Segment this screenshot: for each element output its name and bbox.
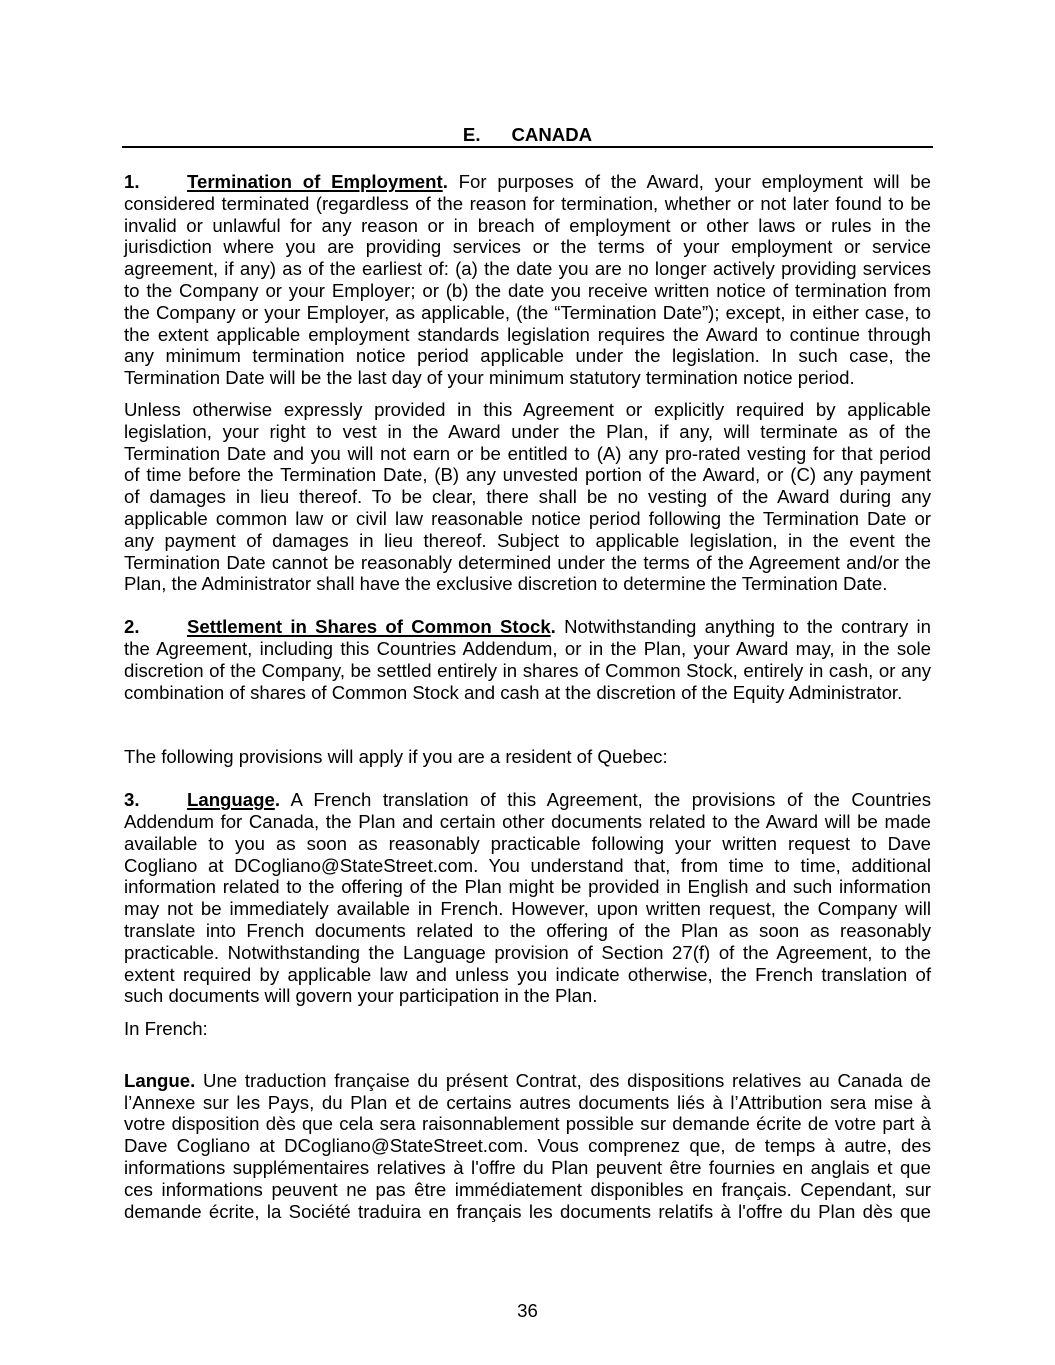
text-line: In French:: [124, 1018, 208, 1040]
section-heading: [122, 124, 933, 148]
quebec-intro: [124, 746, 931, 768]
text-span: A French translation of this Agreement, the provisions of the Countries: [290, 789, 932, 811]
text-line: jurisdiction where you are providing services or the terms of your employment or service: [124, 236, 931, 258]
section-settlement-in-shares: [124, 616, 931, 703]
text-line: translate into French documents related to the offering of the Plan as soon as reasonably: [124, 919, 931, 941]
text-line: l’Annexe sur les Pays, du Plan et de certains autres documents liés à l’Attribution sera mise à: [124, 1091, 931, 1113]
text-line: may not be immediately available in French. However, upon written request, the Company will: [124, 898, 931, 920]
text-line: combination of shares of Common Stock and cash at the discretion of the Equity Administrator.: [124, 681, 903, 703]
section-title-period: .: [550, 616, 556, 638]
text-line: to the Company or your Employer; or (b) the date you receive written notice of termination from: [124, 279, 931, 301]
text-line: informations supplémentaires relatives à l'offre du Plan peuvent être fournies en anglais et que: [124, 1157, 931, 1179]
text-line: the Agreement, including this Countries Addendum, or in the Plan, your Award may, in the sole: [124, 637, 931, 659]
text-line: of damages in lieu thereof. To be clear, there shall be no vesting of the Award during any: [124, 486, 931, 508]
section-title: Termination of Employment: [187, 171, 443, 192]
text-line: Cogliano at DCogliano@StateStreet.com. You understand that, from time to time, additional: [124, 854, 931, 876]
text-line: practicable. Notwithstanding the Language provision of Section 27(f) of the Agreement, to the: [124, 941, 931, 963]
text-line: legislation, your right to vest in the Award under the Plan, if any, will terminate as of the: [124, 420, 931, 442]
page-number: 36: [517, 1300, 538, 1321]
section-number: 1.: [124, 171, 140, 192]
text-line: [124, 171, 931, 193]
text-line: votre disposition dès que cela sera raisonnablement possible sur demande écrite de votre part à: [124, 1113, 931, 1135]
heading-letter: E.: [462, 124, 481, 145]
text-line: Plan, the Administrator shall have the exclusive discretion to determine the Termination Date.: [124, 573, 888, 595]
text-line: [124, 616, 931, 638]
section-title-period: .: [442, 171, 448, 192]
text-line: The following provisions will apply if you are a resident of Quebec:: [124, 746, 668, 768]
in-french-label: [124, 1018, 931, 1040]
text-line: information related to the offering of the Plan might be provided in English and such information: [124, 876, 931, 898]
text-line: applicable common law or civil law reasonable notice period following the Termination Date or: [124, 507, 931, 529]
text-line: Dave Cogliano at DCogliano@StateStreet.com. Vous comprenez que, de temps à autre, des: [124, 1135, 931, 1157]
text-line: demande écrite, la Société traduira en français les documents relatifs à l'offre du Plan dès que: [124, 1200, 931, 1222]
section-number: 3.: [124, 789, 140, 811]
text-line: available to you as soon as reasonably practicable following your written request to Dave: [124, 832, 931, 854]
text-line: extent required by applicable law and unless you indicate otherwise, the French translation of: [124, 963, 931, 985]
text-span: Notwithstanding anything to the contrary in: [564, 616, 931, 638]
text-span: For purposes of the Award, your employment will be: [458, 171, 931, 192]
text-line: any minimum termination notice period applicable under the legislation. In such case, the: [124, 345, 931, 367]
text-line: invalid or unlawful for any reason or in breach of employment or other laws or rules in the: [124, 214, 931, 236]
french-title: Langue.: [124, 1069, 196, 1091]
text-line: Addendum for Canada, the Plan and certain other documents related to the Award will be made: [124, 810, 931, 832]
section-number: 2.: [124, 616, 140, 638]
text-line: Termination Date and you will not earn or be entitled to (A) any pro-rated vesting for that period: [124, 442, 931, 464]
text-line: [124, 789, 931, 811]
text-line: the Company or your Employer, as applicable, (the “Termination Date”); except, in either case, to: [124, 301, 931, 323]
text-line: ces informations peuvent ne pas être immédiatement disponibles en français. Cependant, sur: [124, 1178, 931, 1200]
section-title: Settlement in Shares of Common Stock: [187, 616, 551, 638]
section-title: Language: [187, 789, 275, 811]
page-content: [124, 124, 931, 1222]
text-line: Unless otherwise expressly provided in this Agreement or explicitly required by applicable: [124, 398, 931, 420]
text-line: Termination Date will be the last day of your minimum statutory termination notice period.: [124, 367, 855, 389]
text-line: [124, 1070, 931, 1092]
text-line: such documents will govern your participation in the Plan.: [124, 985, 598, 1007]
text-line: any payment of damages in lieu thereof. Subject to applicable legislation, in the event the: [124, 529, 931, 551]
section-language: [124, 789, 931, 1007]
text-line: agreement, if any) as of the earliest of: (a) the date you are no longer actively providing services: [124, 258, 931, 280]
text-line: Termination Date cannot be reasonably determined under the terms of the Agreement and/or the: [124, 551, 931, 573]
section-langue-french: [124, 1070, 931, 1223]
text-line: the extent applicable employment standards legislation requires the Award to continue through: [124, 323, 931, 345]
section-termination-paragraph-2: [124, 399, 931, 595]
text-line: discretion of the Company, be settled entirely in shares of Common Stock, entirely in cash, or any: [124, 659, 931, 681]
text-line: of time before the Termination Date, (B) any unvested portion of the Award, or (C) any payment: [124, 464, 931, 486]
section-termination-of-employment: [124, 171, 931, 389]
text-line: considered terminated (regardless of the reason for termination, whether or not later found to be: [124, 192, 931, 214]
section-title-period: .: [274, 789, 280, 811]
heading-country: CANADA: [511, 124, 593, 145]
text-span: Une traduction française du présent Contrat, des dispositions relatives au Canada de: [203, 1069, 931, 1091]
